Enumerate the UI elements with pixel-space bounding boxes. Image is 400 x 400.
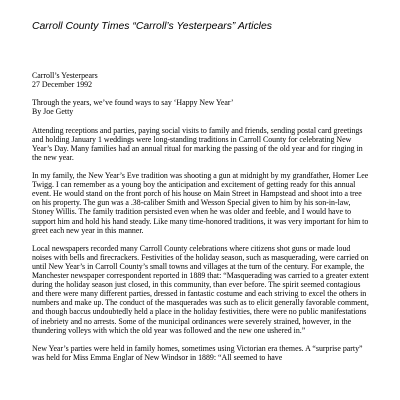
column-name: Carroll’s Yesterpears: [32, 71, 98, 80]
page-header-title: Carroll County Times “Carroll’s Yesterpears” Articles: [32, 21, 272, 32]
article-headline: [32, 98, 370, 116]
publication-date: 27 December 1992: [32, 80, 93, 90]
paragraph: New Year’s parties were held in family homes, sometimes using Victorian era themes. A “surprise party” was held for Miss Emma Englar of New Windsor in 1889: “All seemed to have: [32, 343, 363, 362]
article-meta: [32, 71, 370, 89]
paragraph: Local newspapers recorded many Carroll County celebrations where citizens shot guns or made loud noises with bells and firecrackers. Festivities of the holiday season, such as masquerading, were carried on until New Year’s in Carroll County’s small towns and villages at the turn of the century. For example, the Manchester newspaper correspondent reported in 1889 that: “Masquerading was carried to a greater extent during the holiday season just closed, in this community, than ever before. The spirit seemed contagious and there were many different parties, dressed in fantastic costume and each striving to excel the others in numbers and make up. The conduct of the masquerades was such as to elicit generally favorable comment, and though baccus undoubtedly held a place in the holiday festivities, there were no public manifestations of inebriety and no arrests. Some of the municipal ordinances were severely strained, however, in the thundering volleys with which the old year was followed and the new one ushered in.”: [32, 243, 369, 335]
paragraph: Attending receptions and parties, paying social visits to family and friends, sending postal card greetings and holding January 1 weddings were long-standing traditions in Carroll County for celebrating New Year’s Day. Many families had an annual ritual for marking the passing of the old year and for ringing in the new year.: [32, 125, 363, 162]
headline-title: Through the years, we’ve found ways to say ‘Happy New Year’: [32, 98, 234, 108]
byline: By Joe Getty: [32, 107, 74, 117]
paragraph: In my family, the New Year’s Eve tradition was shooting a gun at midnight by my grandfather, Homer Lee Twigg. I can remember as a young boy the anticipation and excitement of getting ready for this annual event. He would stand on the front porch of his house on Main Street in Hampstead and shoot into a tree on his property. The gun was a .38-caliber Smith and Wesson Special given to him by his son-in-law, Stoney Willis. The family tradition persisted even when he was older and feeble, and I would have to support him and hold his hand steady. Like many time-honored traditions, it was very important for him to greet each new year in this manner.: [32, 171, 369, 235]
article-body: [32, 71, 370, 371]
